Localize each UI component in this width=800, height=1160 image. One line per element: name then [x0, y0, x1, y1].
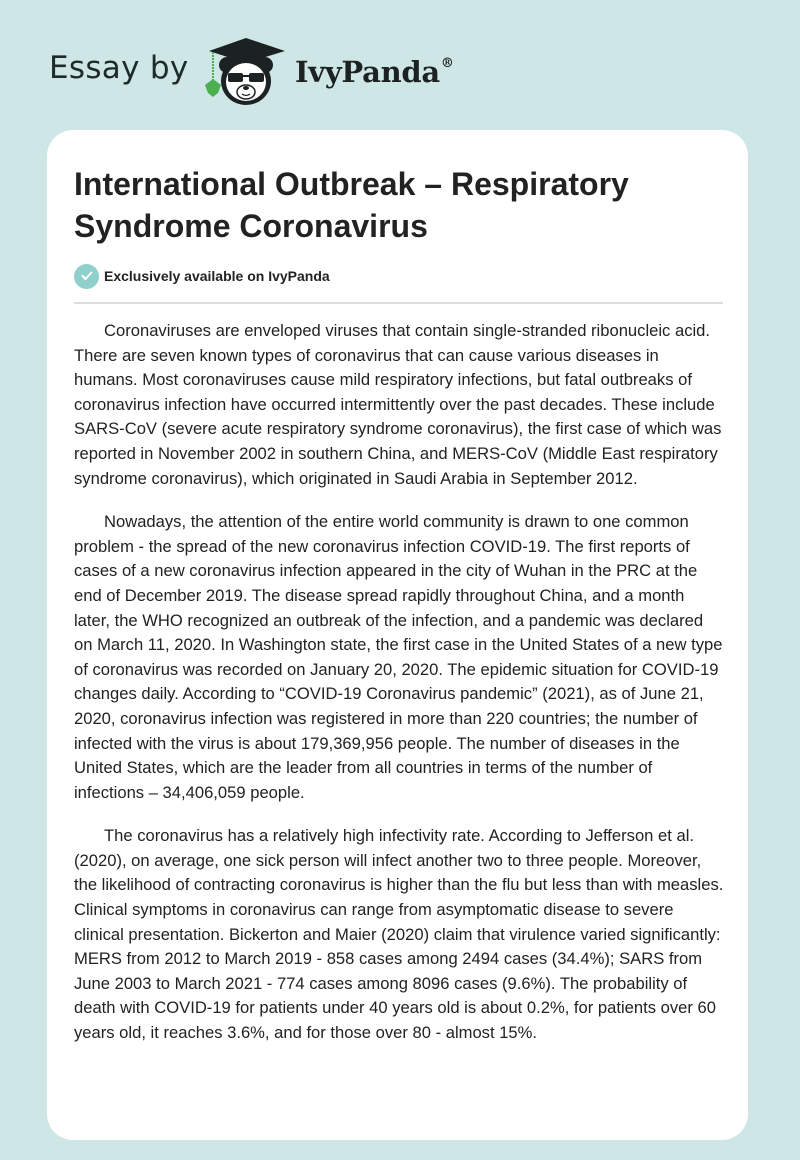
essay-card: [47, 130, 748, 1140]
page-title: International Outbreak – Respiratory Syndrome Coronavirus: [74, 166, 629, 244]
check-circle-icon: [74, 264, 99, 289]
brand-logo-text[interactable]: [295, 55, 454, 89]
divider: [74, 302, 723, 304]
paragraph: Nowadays, the attention of the entire world community is drawn to one common problem - the spread of the new coronavirus infection COVID-19. The first reports of cases of a new coronavirus infection appeared in the city of Wuhan in the PRC at the end of December 2019. The disease spread rapidly throughout China, and a month later, the WHO recognized an outbreak of the infection, and a pandemic was declared on March 11, 2020. In Washington state, the first case in the United States of a new type of coronavirus was recorded on January 20, 2020. The epidemic situation for COVID-19 changes daily. According to “COVID-19 Coronavirus pandemic” (2021), as of June 21, 2020, coronavirus infection was registered in more than 220 countries; the number of infected with the virus is about 179,369,956 people. The number of diseases in the United States, which are the leader from all countries in terms of the number of infections – 34,406,059 people.: [74, 512, 723, 802]
panda-graduation-cap-icon[interactable]: [201, 35, 291, 109]
registered-mark: ®: [440, 56, 454, 72]
exclusive-badge: [74, 263, 330, 289]
essay-body: [74, 319, 724, 1065]
exclusive-badge-text: Exclusively available on IvyPanda: [104, 268, 330, 284]
paragraph: Coronaviruses are enveloped viruses that contain single-stranded ribonucleic acid. There are seven known types of coronavirus that can cause various diseases in humans. Most coronaviruses cause mild respiratory infections, but fatal outbreaks of coronavirus infection have occurred intermittently over the past decades. These include SARS-CoV (severe acute respiratory syndrome coronavirus), the first case of which was reported in November 2002 in southern China, and MERS-CoV (Middle East respiratory syndrome coronavirus), which originated in Saudi Arabia in September 2012.: [74, 321, 722, 488]
site-header: [0, 0, 800, 130]
essay-by-label: Essay by: [49, 50, 189, 86]
brand-name: IvyPanda: [295, 55, 440, 89]
paragraph: The coronavirus has a relatively high infectivity rate. According to Jefferson et al. (2020), on average, one sick person will infect another two to three people. Moreover, the likelihood of contracting coronavirus is higher than the flu but less than with measles. Clinical symptoms in coronavirus can range from asymptomatic disease to severe clinical presentation. Bickerton and Maier (2020) claim that virulence varied significantly: MERS from 2012 to March 2019 - 858 cases among 2494 cases (34.4%); SARS from June 2003 to March 2021 - 774 cases among 8096 cases (9.6%). The probability of death with COVID-19 for patients under 40 years old is about 0.2%, for patients over 60 years old, it reaches 3.6%, and for those over 80 - almost 15%.: [74, 826, 724, 1043]
